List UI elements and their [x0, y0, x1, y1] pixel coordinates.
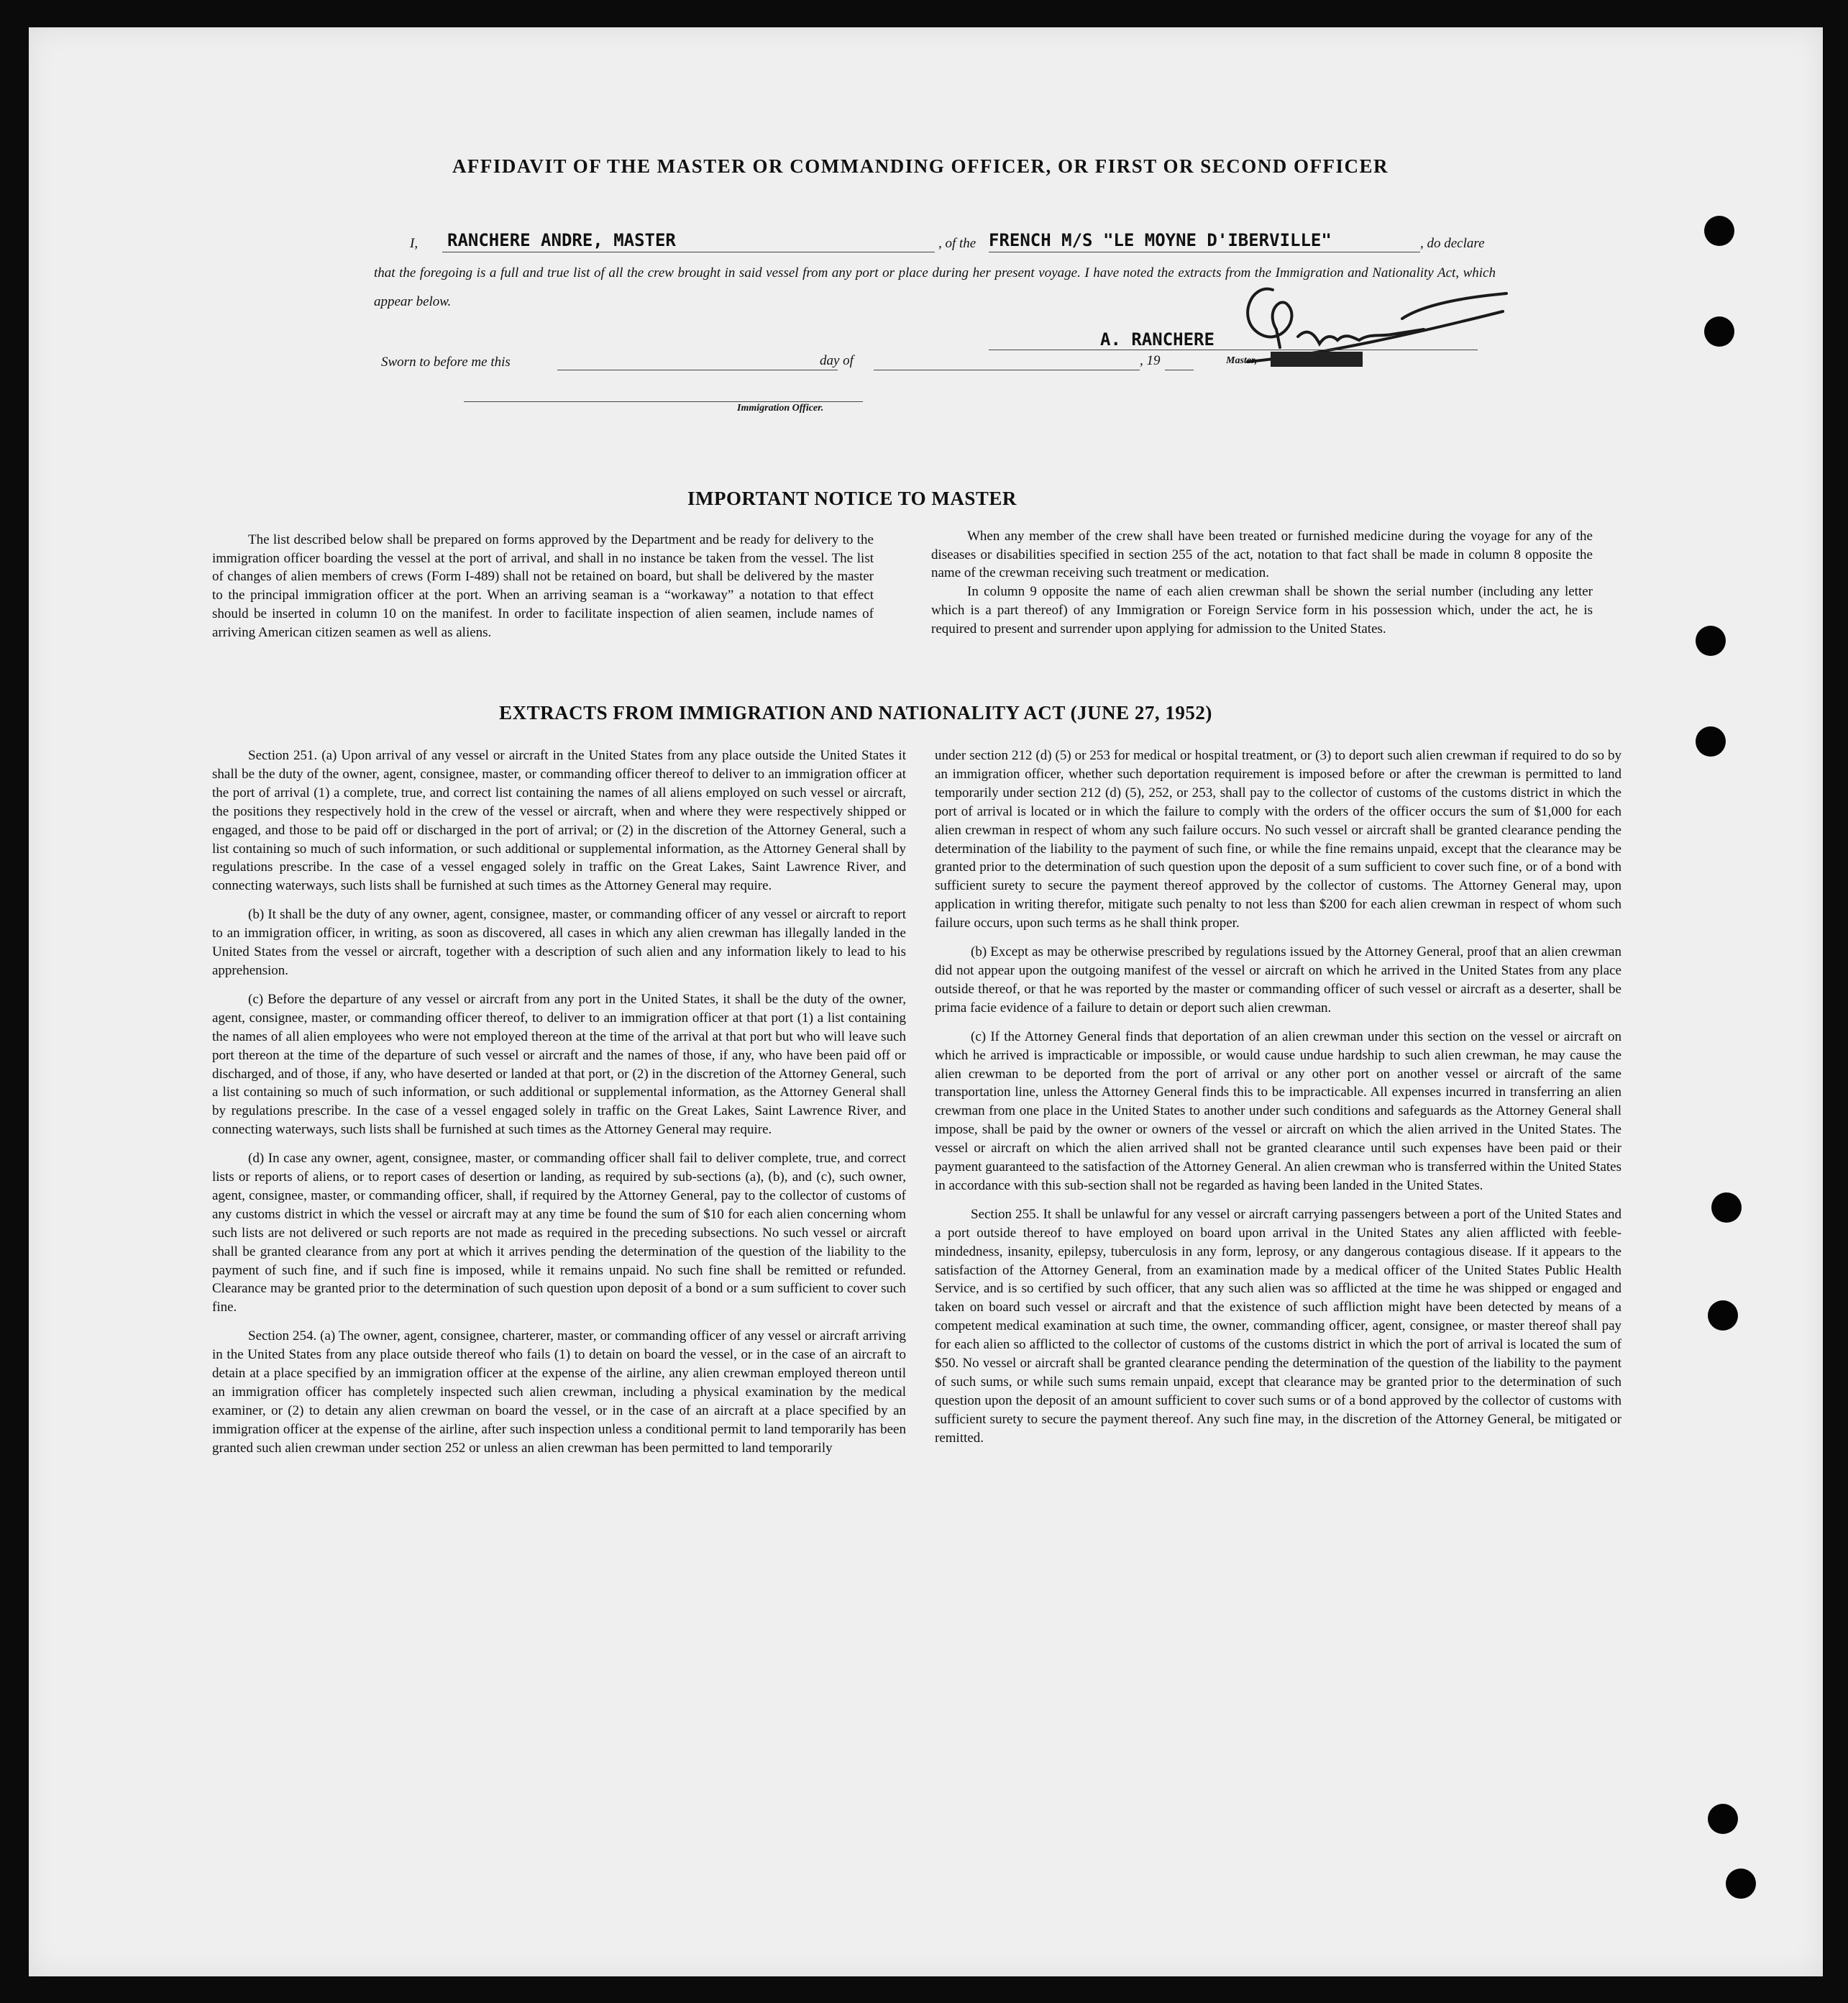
extract-right-paragraph: (c) If the Attorney General finds that deportation of an alien crewman under this section on the vessel or aircraft on which he arrived is impracticable or impossible, or would cause undue hardship to such alien crewman, he may cause the alien crewman to be deported from the port of arrival or any other port on another vessel or aircraft of the same transportation line, unless the Attorney General finds this to be impracticable. All expenses incurred in transferring an alien crewman from one place in the United States to another under such conditions and safeguards as the Attorney General shall impose, shall be paid by the owner or owners of the vessel or aircraft on which the alien arrived in the United States. The vessel or aircraft on which the alien arrived shall not be granted clearance until such expenses have been paid or their payment guaranteed to the satisfaction of the Attorney General. An alien crewman who is transferred within the United States in accordance with this sub-section shall not be regarded as having been landed in the United States.	[935, 1028, 1621, 1193]
master-name-field: RANCHERE ANDRE, MASTER	[447, 230, 676, 250]
day-of-label: day of	[820, 353, 854, 368]
do-declare-label: , do declare	[1420, 236, 1485, 251]
punch-hole	[1708, 1804, 1738, 1834]
notice-right-column	[931, 527, 1593, 648]
punch-hole	[1726, 1869, 1756, 1899]
master-label: Master,	[1226, 355, 1258, 366]
notice-left-paragraph: The list described below shall be prepared on forms approved by the Department and be ready for delivery to the immigration officer boarding the vessel at the port of arrival, and shall in no instance be taken from the vessel. The list of changes of alien members of crews (Form I-489) shall not be retained on board, but shall be delivered by the master to the principal immigration officer at the port. When an arriving seaman is a “workaway” a notation to that effect should be inserted in column 10 on the manifest. In order to facilitate inspection of alien seamen, include names of arriving American citizen seamen as well as aliens.	[212, 532, 874, 640]
signature-typed: A. RANCHERE	[1100, 329, 1215, 350]
extract-left-paragraph: Section 254. (a) The owner, agent, consignee, charterer, master, or commanding officer of any vessel or aircraft arriving in the United States from any place outside thereof who fails (1) to detain on board the vessel, or in the case of an aircraft to detain at a place specified by an immigration officer at the expense of the airline, any alien crewman employed thereon until an immigration officer has completely inspected such alien crewman, including a physical examination by the medical examiner, or (2) to detain any alien crewman on board the vessel, or in the case of an aircraft at a place specified by an immigration officer at the expense of the airline, after such inspection unless a conditional permit to land temporarily has been granted such alien crewman under section 252 or unless an alien crewman has been permitted to land temporarily	[212, 1328, 906, 1456]
vessel-name-field: FRENCH M/S "LE MOYNE D'IBERVILLE"	[989, 230, 1332, 250]
extract-left-paragraph: Section 251. (a) Upon arrival of any vessel or aircraft in the United States from any place outside the United States it shall be the duty of the owner, agent, consignee, master, or commanding officer thereof to deliver to an immigration officer at the port of arrival (1) a complete, true, and correct list containing the names of all aliens employed on such vessel or aircraft, the positions they respectively hold in the crew of the vessel or aircraft, when and where they were respectively shipped or engaged, and those to be paid off or discharged in the port of arrival; or (2) in the discretion of the Attorney General, such a list containing so much of such information, or such additional or supplemental information, as the Attorney General shall by regulations prescribe. In the case of a vessel engaged solely in traffic on the Great Lakes, Saint Lawrence River, and connecting waterways, such lists shall be furnished at such times as the Attorney General may require.	[212, 748, 906, 894]
extracts-title: EXTRACTS FROM IMMIGRATION AND NATIONALITY ACT (JUNE 27, 1952)	[499, 702, 1212, 724]
declaration-line	[378, 230, 1496, 259]
extracts-right-column	[935, 747, 1621, 1458]
extract-right-paragraph: under section 212 (d) (5) or 253 for medical or hospital treatment, or (3) to deport such alien crewman if required to do so by an immigration officer, whether such deportation requirement is imposed before or after the crewman is permitted to land temporarily under section 212 (d) (5), 252, or 253, shall pay to the collector of customs of the customs district in which the port of arrival is located or in which the failure to comply with the orders of the officer occurs the sum of $1,000 for each alien crewman in respect of whom any such failure occurs. No such vessel or aircraft shall be granted clearance pending the determination of the liability to the payment of such fine, or while the fine remains unpaid, except that the clearance may be granted prior to the determination of such question upon the deposit of a sum sufficient to cover such fine, or of a bond with sufficient surety to secure the payment thereof approved by the collector of customs. The Attorney General may, upon application in writing therefor, mitigate such penalty to not less than $200 for each alien crewman in respect of whom such failure occurs, upon such terms as he shall think proper.	[935, 748, 1621, 931]
punch-hole	[1696, 626, 1726, 656]
notice-title: IMPORTANT NOTICE TO MASTER	[687, 488, 1017, 509]
signature-scrawl	[1237, 275, 1510, 383]
punch-hole	[1704, 216, 1734, 246]
declaration-text: that the foregoing is a full and true list of all the crew brought in said vessel from any port or place during her present voyage. I have noted the extracts from the Immigration and Nationality Act, which appear below.	[374, 265, 1496, 309]
punch-hole	[1696, 726, 1726, 757]
affidavit-title: AFFIDAVIT OF THE MASTER OR COMMANDING OFFICER, OR FIRST OR SECOND OFFICER	[452, 155, 1389, 177]
extract-right-paragraph: (b) Except as may be otherwise prescribed by regulations issued by the Attorney General, proof that an alien crewman did not appear upon the outgoing manifest of the vessel or aircraft on which he arrived in the United States from any place outside thereof, or that he was reported by the master or commanding officer of such vessel or aircraft as a deserter, shall be prima facie evidence of a failure to detain or deport such alien crewman.	[935, 944, 1621, 1016]
extracts-left-column	[212, 747, 906, 1468]
punch-hole	[1711, 1192, 1742, 1223]
extract-left-paragraph: (d) In case any owner, agent, consignee, master, or commanding officer shall fail to deliver complete, true, and correct lists or reports of aliens, or to report cases of desertion or landing, as required by sub-sections (a), (b), and (c), such owner, agent, consignee, master, or commanding officer, shall, if required by the Attorney General, pay to the collector of customs of any customs district in which the vessel or aircraft may at any time be found the sum of $10 for each alien concerning whom such lists are not delivered or such reports are not made as required in the preceding subsections. No such vessel or aircraft shall be granted clearance from any port at which it arrives pending the determination of the question of the liability to the payment of such fine, and if such fine is imposed, while it remains unpaid. No such fine shall be remitted or refunded. Clearance may be granted prior to the determination of such question upon deposit of a bond or a sum sufficient to cover such fine.	[212, 1151, 906, 1315]
sworn-label: Sworn to before me this	[381, 355, 511, 370]
extract-left-paragraph: (c) Before the departure of any vessel or aircraft from any port in the United States, it shall be the duty of the owner, agent, consignee, master, or commanding officer thereof, to deliver to an immigration officer at that port (1) a list containing the names of all alien employees who were not employed thereon at the time of the arrival at that port but who will leave such port thereon at the time of the departure of such vessel or aircraft and the names of those, if any, who have been paid off or discharged, and of those, if any, who have deserted or landed at that port, or (2) in the discretion of the Attorney General, such a list containing so much of such information, or such additional or supplemental information, as the Attorney General shall by regulations prescribe. In the case of a vessel engaged solely in traffic on the Great Lakes, Saint Lawrence River, and connecting waterways, such lists shall be furnished at such times as the Attorney General may require.	[212, 991, 906, 1138]
immigration-officer-label: Immigration Officer.	[737, 403, 824, 414]
extract-left-paragraph: (b) It shall be the duty of any owner, agent, consignee, master, or commanding officer of any vessel or aircraft to report to an immigration officer, in writing, as soon as discovered, all cases in which any alien crewman has illegally landed in the United States from the vessel or aircraft, together with a description of such alien and any information likely to lead to his apprehension.	[212, 907, 906, 978]
punch-hole	[1704, 316, 1734, 347]
punch-hole	[1708, 1300, 1738, 1331]
notice-right-paragraph-2: In column 9 opposite the name of each alien crewman shall be shown the serial number (including any letter which is a part thereof) of any Immigration or Foreign Service form in his possession which, under the act, he is required to present and surrender upon applying for admission to the United States.	[931, 584, 1593, 637]
i-label: I,	[410, 236, 418, 251]
year-label: , 19	[1140, 353, 1161, 368]
of-the-label: , of the	[938, 236, 976, 251]
notice-right-paragraph-1: When any member of the crew shall have been treated or furnished medicine during the voyage for any of the diseases or disabilities specified in section 255 of the act, notation to that fact shall be made in column 8 opposite the name of the crewman receiving such treatment or medication.	[931, 529, 1593, 581]
document-page	[29, 27, 1823, 1976]
notice-left-column	[212, 531, 874, 652]
extract-right-paragraph: Section 255. It shall be unlawful for any vessel or aircraft carrying passengers between a port of the United States and a port outside thereof to have employed on board upon arrival in the United States any alien afflicted with feeble-mindedness, insanity, epilepsy, tuberculosis in any form, leprosy, or any dangerous contagious disease. If it appears to the satisfaction of the Attorney General, from an examination made by a medical officer of the United States Public Health Service, and is so certified by such officer, that any such alien was so afflicted at the time he was shipped or engaged and taken on board such vessel or aircraft and that the existence of such affliction might have been detected by means of a competent medical examination at such time, the owner, commanding officer, agent, consignee, or master thereof shall pay for each alien so afflicted to the collector of customs of the customs district in which the port of arrival is located the sum of $50. No vessel or aircraft shall be granted clearance pending the determination of the question of the liability to the payment of such sums, or while such sums remain unpaid, except that clearance may be granted prior to the determination of such question upon the deposit of an amount sufficient to cover such sums or of a bond approved by the collector of customs with sufficient surety to secure the payment thereof. Any such fine may, in the discretion of the Attorney General, be mitigated or remitted.	[935, 1206, 1621, 1446]
crossed-out-field: XXXXXXXXXXXXX	[1271, 352, 1363, 367]
